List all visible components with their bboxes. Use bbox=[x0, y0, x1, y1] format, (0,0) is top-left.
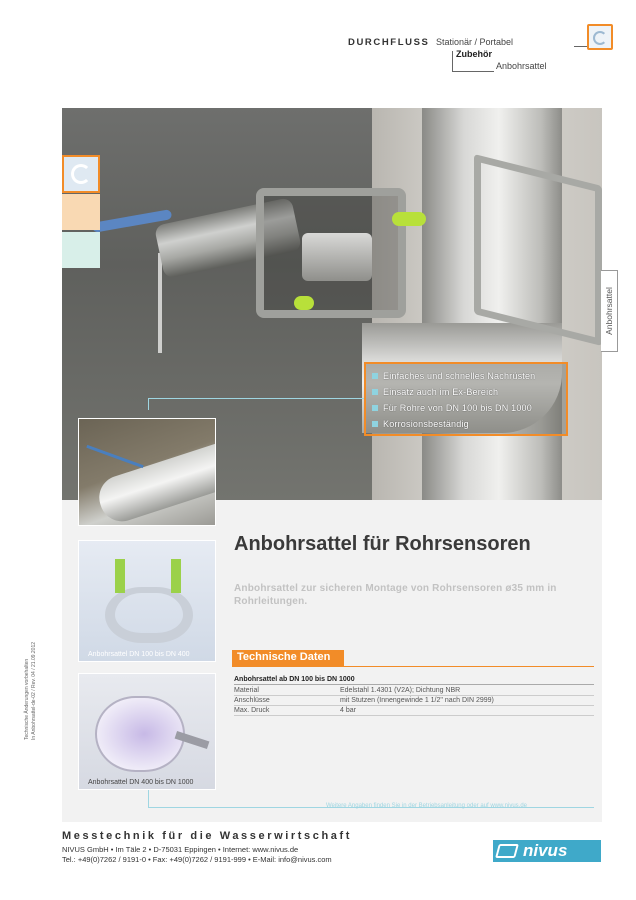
connector-line bbox=[148, 790, 149, 808]
tech-table-title: Anbohrsattel ab DN 100 bis DN 1000 bbox=[234, 676, 594, 685]
nivus-swirl-icon bbox=[587, 24, 613, 50]
connector-line bbox=[148, 398, 149, 410]
features-box bbox=[364, 362, 568, 436]
footer-slogan: Messtechnik für die Wasserwirtschaft bbox=[62, 830, 353, 842]
tech-data-table bbox=[234, 676, 594, 716]
table-row: Max. Druck 4 bar bbox=[234, 706, 594, 716]
feature-item: Korrosionsbeständig bbox=[372, 416, 560, 432]
color-block-peach bbox=[62, 194, 100, 230]
header-level3: Anbohrsattel bbox=[496, 61, 547, 71]
bullet-square-icon bbox=[372, 421, 378, 427]
header-brand: DURCHFLUSS bbox=[348, 37, 430, 48]
breadcrumb-line bbox=[574, 46, 588, 47]
table-row: Anschlüsse mit Stutzen (Innengewinde 1 1/2" nach DIN 2999) bbox=[234, 696, 594, 706]
bullet-square-icon bbox=[372, 405, 378, 411]
saddle-small-photo bbox=[78, 540, 216, 662]
tech-data-heading: Technische Daten bbox=[232, 650, 344, 666]
breadcrumb-line bbox=[452, 71, 494, 72]
bullet-square-icon bbox=[372, 373, 378, 379]
footnote-link[interactable]: Weitere Angaben finden Sie in der Betriebsanleitung oder auf www.nivus.de bbox=[326, 803, 528, 809]
page-title: Anbohrsattel für Rohrsensoren bbox=[234, 533, 531, 555]
page-subtitle: Anbohrsattel zur sicheren Montage von Rohrsensoren ø35 mm in Rohrleitungen. bbox=[234, 583, 557, 607]
photo-caption: Anbohrsattel DN 100 bis DN 400 bbox=[88, 651, 190, 658]
feature-item: Einfaches und schnelles Nachrüsten bbox=[372, 368, 560, 384]
breadcrumb-line bbox=[452, 51, 453, 72]
saddle-large-photo bbox=[78, 673, 216, 790]
installation-photo bbox=[78, 418, 216, 526]
header-path: Stationär / Portabel bbox=[435, 37, 514, 47]
header-breadcrumb bbox=[348, 37, 547, 71]
color-block-mint bbox=[62, 232, 100, 268]
nivus-logo-icon bbox=[495, 844, 519, 858]
revision-note: Technische Änderungen vorbehalten In Anbohrsattel-de-02 / Rev. 04 / 21.09.2012 bbox=[24, 641, 37, 740]
footer bbox=[62, 830, 352, 865]
side-tab bbox=[601, 270, 618, 352]
table-row: Material Edelstahl 1.4301 (V2A); Dichtung NBR bbox=[234, 686, 594, 696]
photo-caption: Anbohrsattel DN 400 bis DN 1000 bbox=[88, 779, 194, 786]
nivus-swirl-icon bbox=[62, 155, 100, 193]
feature-item: Für Rohre von DN 100 bis DN 1000 bbox=[372, 400, 560, 416]
connector-line bbox=[148, 398, 364, 399]
nivus-logo: nivus bbox=[493, 840, 601, 862]
footer-address: NIVUS GmbH • Im Täle 2 • D-75031 Eppingen • Internet: www.nivus.de Tel.: +49(0)7262 / 9191-0 • Fax: +49(0)7262 / 9191-999 • E-Mail: info@nivus.com bbox=[62, 845, 332, 864]
feature-item: Einsatz auch im Ex-Bereich bbox=[372, 384, 560, 400]
side-tab-label: Anbohrsattel bbox=[604, 287, 614, 335]
header-level2: Zubehör bbox=[456, 49, 492, 59]
tech-divider bbox=[232, 666, 594, 667]
bullet-square-icon bbox=[372, 389, 378, 395]
